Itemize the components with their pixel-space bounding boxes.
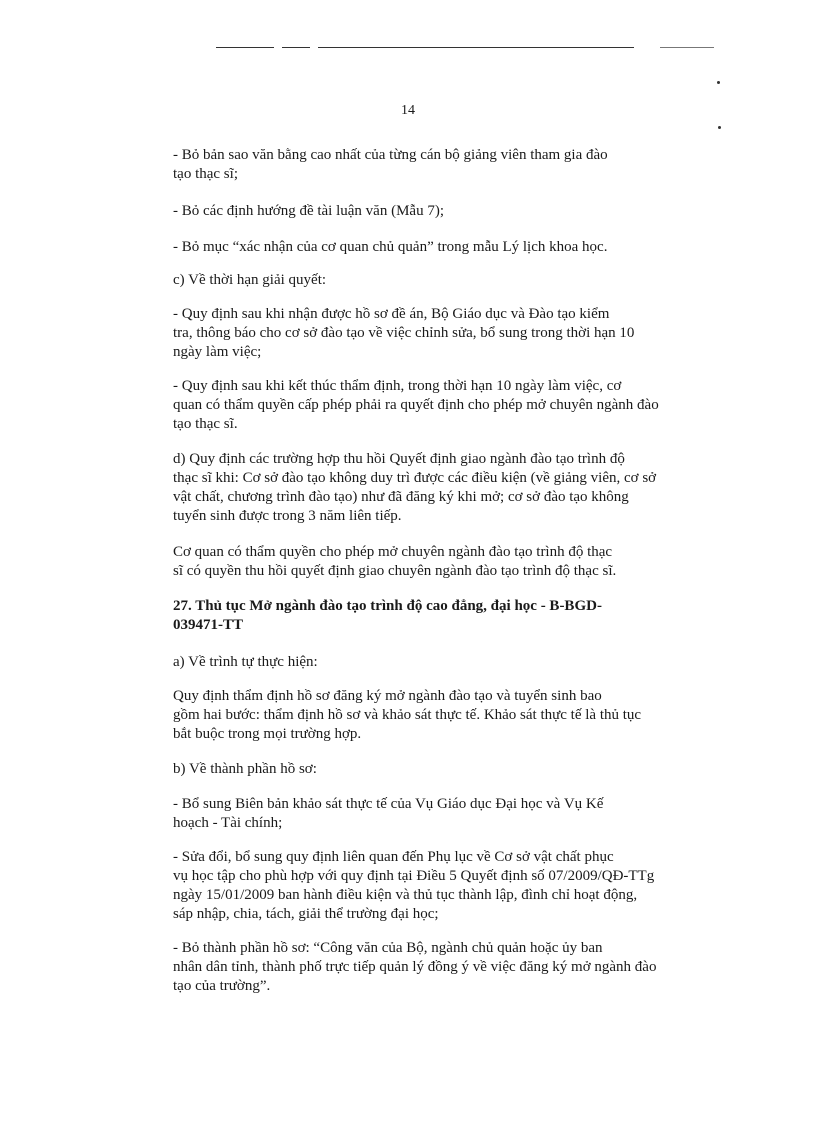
paragraph-add-survey-minutes: - Bổ sung Biên bản khảo sát thực tế của Vụ Giáo dục Đại học và Vụ Kế hoạch - Tài chính;	[173, 796, 604, 831]
section-heading-27: 27. Thủ tục Mở ngành đào tạo trình độ cao đẳng, đại học - B-BGD- 039471-TT	[173, 598, 602, 633]
scan-line-segment	[660, 47, 714, 48]
paragraph-revocation-cases: d) Quy định các trường hợp thu hồi Quyết định giao ngành đào tạo trình độ thạc sĩ khi: Cơ sở đào tạo không duy trì được các điều kiện (về giảng viên, cơ sở vật chất, chương trình đào tạo) như đã đăng ký khi mở; cơ sở đào tạo không tuyển sinh được trong 3 năm liên tiếp.	[173, 451, 657, 524]
scan-line-segment	[318, 47, 634, 48]
paragraph-remove-confirmation: - Bỏ mục “xác nhận của cơ quan chủ quản” trong mẫu Lý lịch khoa học.	[173, 239, 608, 255]
scan-line-segment	[282, 47, 310, 48]
paragraph-procedure-heading: a) Về trình tự thực hiện:	[173, 654, 318, 670]
paragraph-deadline-10-days: - Quy định sau khi nhận được hồ sơ đề án, Bộ Giáo dục và Đào tạo kiểm tra, thông báo cho cơ sở đào tạo về việc chỉnh sửa, bổ sung trong thời hạn 10 ngày làm việc;	[173, 306, 635, 360]
scan-line-segment	[216, 47, 274, 48]
page-number: 14	[401, 103, 415, 118]
scan-speck	[718, 126, 721, 129]
scan-header-lines	[0, 47, 816, 51]
paragraph-revocation-authority: Cơ quan có thẩm quyền cho phép mở chuyên ngành đào tạo trình độ thạc sĩ có quyền thu hồi quyết định giao chuyên ngành đào tạo trình độ thạc sĩ.	[173, 544, 617, 579]
paragraph-remove-ministry-letter: - Bỏ thành phần hồ sơ: “Công văn của Bộ, ngành chủ quản hoặc ủy ban nhân dân tỉnh, thành phố trực tiếp quản lý đồng ý về việc đăng ký mở ngành đào tạo của trường”.	[173, 940, 657, 994]
paragraph-remove-thesis-topics: - Bỏ các định hướng đề tài luận văn (Mẫu 7);	[173, 203, 444, 219]
paragraph-deadline-heading: c) Về thời hạn giải quyết:	[173, 272, 327, 288]
paragraph-amend-facilities-appendix: - Sửa đổi, bổ sung quy định liên quan đến Phụ lục về Cơ sở vật chất phục vụ học tập cho phù hợp với quy định tại Điều 5 Quyết định số 07/2009/QĐ-TTg ngày 15/01/2009 ban hành điều kiện và thủ tục thành lập, đình chỉ hoạt động, sáp nhập, chia, tách, giải thể trường đại học;	[173, 849, 655, 922]
paragraph-remove-degree-copy: - Bỏ bản sao văn bằng cao nhất của từng cán bộ giảng viên tham gia đào tạo thạc sĩ;	[173, 147, 608, 182]
scan-speck	[717, 81, 720, 84]
paragraph-two-step-appraisal: Quy định thẩm định hồ sơ đăng ký mở ngành đào tạo và tuyển sinh bao gồm hai bước: thẩm định hồ sơ và khảo sát thực tế. Khảo sát thực tế là thủ tục bắt buộc trong mọi trường hợp.	[173, 688, 642, 742]
paragraph-dossier-heading: b) Về thành phần hồ sơ:	[173, 761, 317, 777]
paragraph-decision-after-appraisal: - Quy định sau khi kết thúc thẩm định, trong thời hạn 10 ngày làm việc, cơ quan có thẩm quyền cấp phép phải ra quyết định cho phép mở chuyên ngành đào tạo thạc sĩ.	[173, 378, 659, 432]
